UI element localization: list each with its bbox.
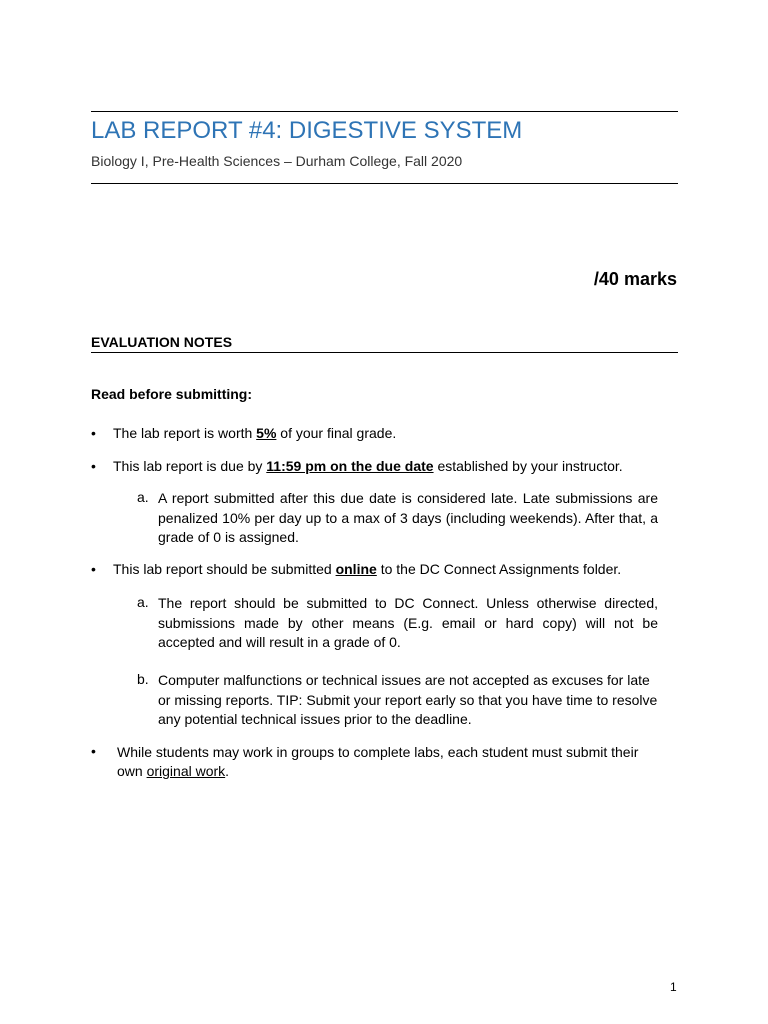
sub-item-label: a. — [137, 489, 149, 505]
bullet-text: While students may work in groups to complete labs, each student must submit their own original work. — [117, 744, 639, 779]
sub-item-label: b. — [137, 671, 149, 687]
bullet-symbol: • — [91, 425, 96, 441]
emphasis-original-work: original work — [146, 763, 226, 779]
emphasis-deadline: 11:59 pm on the due date — [266, 458, 434, 474]
bullet-symbol: • — [91, 561, 96, 577]
section-heading: EVALUATION NOTES — [91, 334, 233, 350]
bullet-text: The lab report is worth 5% of your final grade. — [113, 425, 397, 441]
read-before-submitting-label: Read before submitting: — [91, 386, 253, 402]
document-subtitle: Biology I, Pre-Health Sciences – Durham College, Fall 2020 — [91, 153, 463, 169]
bullet-symbol: • — [91, 743, 96, 759]
emphasis-online: online — [335, 561, 377, 577]
sub-item-text: The report should be submitted to DC Connect. Unless otherwise directed, submissions made by other means (E.g. email or hard copy) will not be accepted and will result in a grade of 0. — [158, 595, 658, 650]
sub-item-label: a. — [137, 594, 149, 610]
bullet-symbol: • — [91, 458, 96, 474]
page-number: 1 — [670, 980, 677, 994]
bullet-text: This lab report should be submitted online to the DC Connect Assignments folder. — [113, 561, 622, 577]
header-top-rule — [91, 111, 678, 112]
section-heading-rule — [91, 352, 678, 353]
sub-item-text: A report submitted after this due date is considered late. Late submissions are penalized 10% per day up to a max of 3 days (including weekends). After that, a grade of 0 is assigned. — [158, 490, 658, 545]
emphasis-weight: 5% — [256, 425, 277, 441]
total-marks: /40 marks — [593, 269, 677, 289]
header-bottom-rule — [91, 183, 678, 184]
bullet-text: This lab report is due by 11:59 pm on the due date established by your instructor. — [113, 458, 623, 474]
document-title: LAB REPORT #4: DIGESTIVE SYSTEM — [91, 117, 523, 144]
sub-item-text: Computer malfunctions or technical issues are not accepted as excuses for late or missing reports. TIP: Submit your report early so that you have time to resolve any potential technical issues prior to the deadline. — [158, 672, 658, 727]
